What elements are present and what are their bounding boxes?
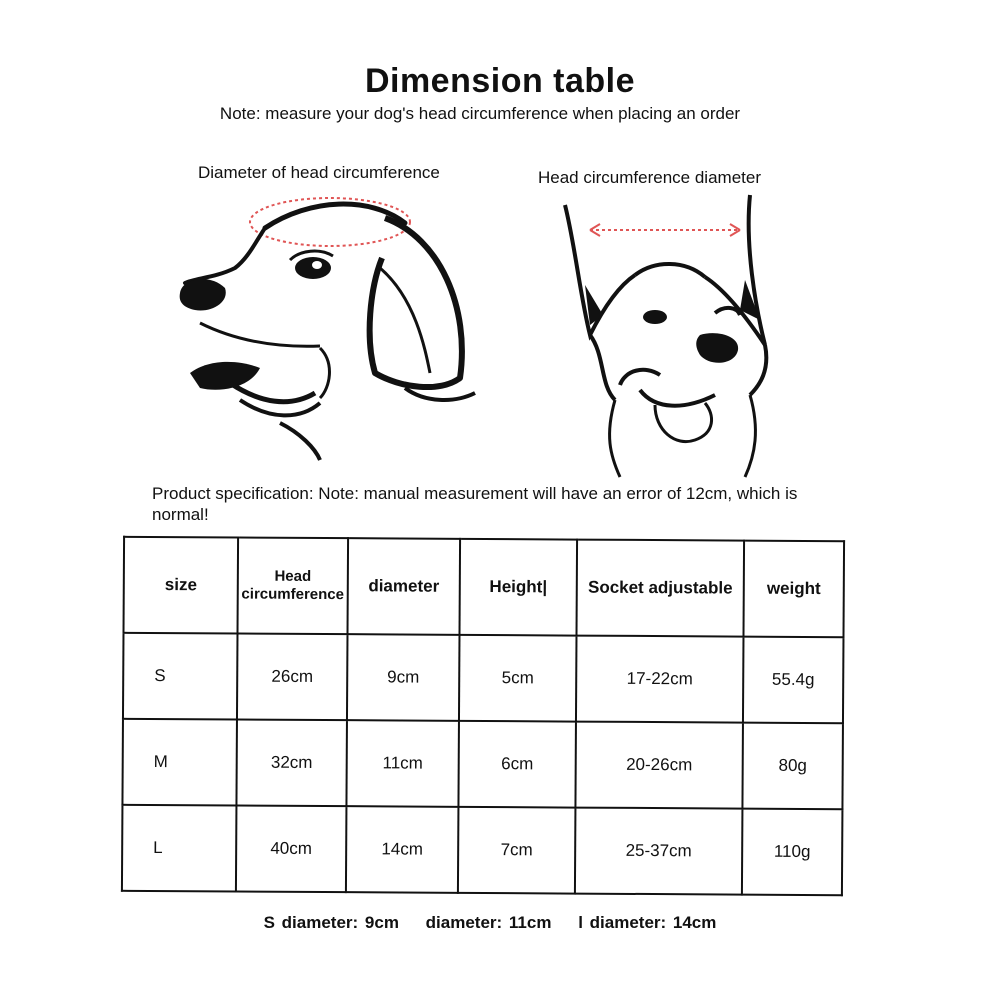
cell-socket: 20-26cm (575, 722, 743, 809)
header-height: Height| (459, 539, 577, 636)
table-header-row (124, 537, 845, 637)
header-diameter: diameter (347, 538, 460, 635)
dog-profile-icon (170, 188, 490, 463)
cell-size: S (123, 633, 238, 720)
cell-head-circumference: 40cm (236, 805, 347, 892)
dimension-table (121, 536, 845, 896)
cell-socket: 17-22cm (576, 636, 744, 723)
footer-m-diameter: diameter: 11cm (425, 913, 552, 932)
dog-front-icon (545, 185, 795, 485)
header-weight: weight (743, 541, 844, 638)
table-row (122, 719, 843, 809)
cell-diameter: 14cm (346, 806, 459, 893)
cell-weight: 80g (742, 723, 843, 810)
cell-socket: 25-37cm (575, 808, 743, 895)
diameter-summary (0, 913, 980, 933)
cell-height: 5cm (459, 635, 577, 722)
cell-weight: 55.4g (743, 637, 844, 724)
footer-s-diameter: S diameter: 9cm (263, 913, 399, 932)
cell-weight: 110g (742, 809, 843, 896)
cell-head-circumference: 26cm (237, 633, 348, 720)
table-row (123, 633, 844, 723)
table-row (122, 805, 843, 895)
cell-height: 7cm (458, 807, 576, 894)
header-size: size (124, 537, 239, 634)
footer-l-diameter: l diameter: 14cm (578, 913, 717, 932)
page-title: Dimension table (364, 62, 636, 100)
order-note: Note: measure your dog's head circumference when placing an order (219, 104, 741, 123)
cell-diameter: 11cm (346, 720, 459, 807)
left-illustration-label: Diameter of head circumference (198, 163, 440, 182)
right-illustration-label: Head circumference diameter (538, 168, 761, 187)
cell-head-circumference: 32cm (236, 719, 347, 806)
header-head-circumference: Head circumference (237, 538, 348, 635)
cell-size: M (122, 719, 237, 806)
cell-diameter: 9cm (347, 634, 460, 721)
header-socket-adjustable: Socket adjustable (576, 540, 744, 637)
cell-height: 6cm (458, 721, 576, 808)
cell-size: L (122, 805, 237, 892)
spec-note: Product specification: Note: manual measurement will have an error of 12cm, which is normal! (152, 484, 798, 524)
